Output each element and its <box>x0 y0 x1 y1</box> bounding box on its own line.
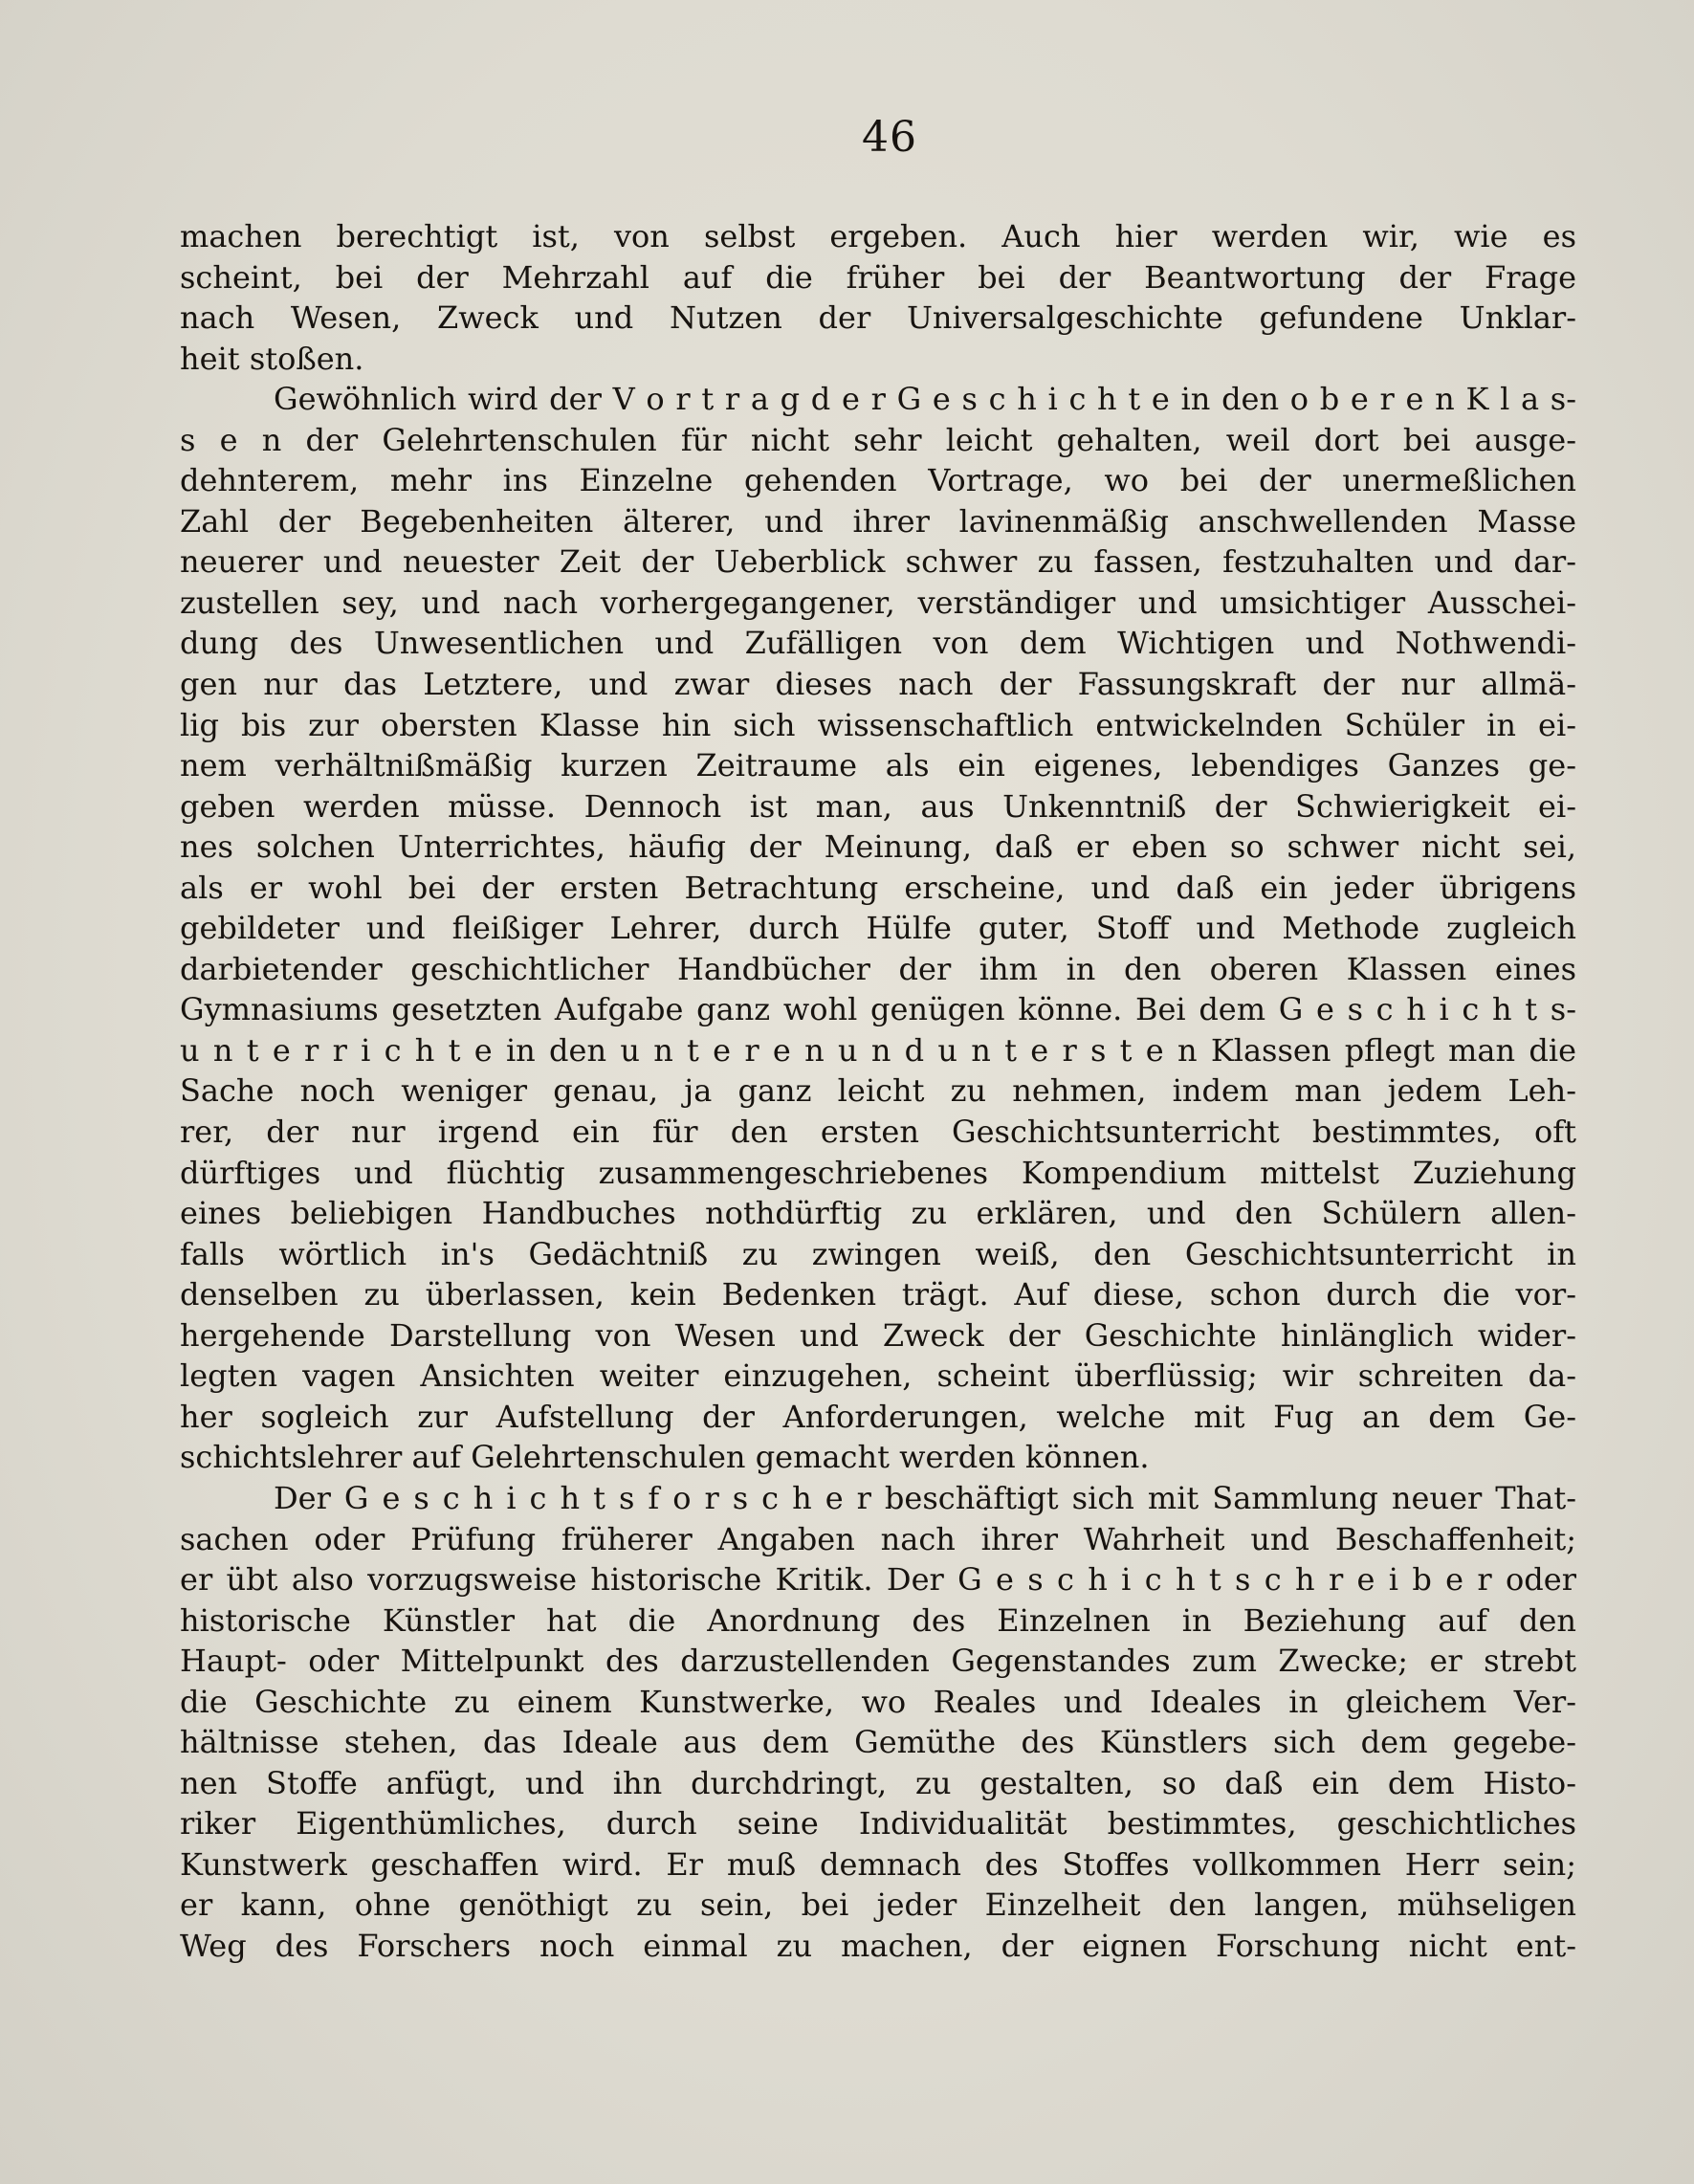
text-line: hergehende Darstellung von Wesen und Zweck der Geschichte hinlänglich wider- <box>180 1316 1576 1354</box>
text-line: zustellen sey, und nach vorhergegangener, verständiger und umsichtiger Ausschei- <box>180 584 1576 621</box>
text-line: Gewöhnlich wird der V o r t r a g d e r G e s c h i c h t e in den o b e r e n K l a s- <box>274 381 1576 418</box>
text-line: Weg des Forschers noch einmal zu machen, der eignen Forschung nicht ent- <box>180 1927 1576 1964</box>
text-line: nen Stoffe anfügt, und ihn durchdringt, zu gestalten, so daß ein dem Histo- <box>180 1764 1576 1801</box>
text-line: er übt also vorzugsweise historische Kritik. Der G e s c h i c h t s c h r e i b e r oder <box>180 1561 1576 1599</box>
text-line: Zahl der Begebenheiten älterer, und ihrer lavinenmäßig anschwellenden Masse <box>180 502 1576 540</box>
text-line: gen nur das Letztere, und zwar dieses nach der Fassungskraft der nur allmä- <box>180 666 1576 703</box>
text-line: hältnisse stehen, das Ideale aus dem Gemüthe des Künstlers sich dem gegebe- <box>180 1724 1576 1761</box>
text-line: Der G e s c h i c h t s f o r s c h e r beschäftigt sich mit Sammlung neuer That- <box>274 1479 1576 1516</box>
text-line: geben werden müsse. Dennoch ist man, aus Unkenntniß der Schwierigkeit ei- <box>180 787 1576 825</box>
body-text <box>180 216 1576 1967</box>
text-line: Haupt- oder Mittelpunkt des darzustellenden Gegenstandes zum Zwecke; er strebt <box>180 1643 1576 1680</box>
text-line: historische Künstler hat die Anordnung des Einzelnen in Beziehung auf den <box>180 1601 1576 1639</box>
text-line: Sache noch weniger genau, ja ganz leicht zu nehmen, indem man jedem Leh- <box>180 1072 1576 1110</box>
text-line: her sogleich zur Aufstellung der Anforderungen, welche mit Fug an dem Ge- <box>180 1398 1576 1435</box>
text-line: lig bis zur obersten Klasse hin sich wissenschaftlich entwickelnden Schüler in ei- <box>180 706 1576 743</box>
text-line: er kann, ohne genöthigt zu sein, bei jeder Einzelheit den langen, mühseligen <box>180 1886 1576 1924</box>
text-line: u n t e r r i c h t e in den u n t e r e n u n d u n t e r s t e n Klassen pflegt man die <box>180 1031 1576 1069</box>
text-line: gebildeter und fleißiger Lehrer, durch Hülfe guter, Stoff und Methode zugleich <box>180 910 1576 947</box>
text-line: schichtslehrer auf Gelehrtenschulen gemacht werden können. <box>180 1439 1150 1476</box>
text-line: als er wohl bei der ersten Betrachtung erscheine, und daß ein jeder übrigens <box>180 869 1576 906</box>
text-line: rer, der nur irgend ein für den ersten Geschichtsunterricht bestimmtes, oft <box>180 1114 1576 1151</box>
text-line: heit stoßen. <box>180 340 364 377</box>
text-line: eines beliebigen Handbuches nothdürftig zu erklären, und den Schülern allen- <box>180 1195 1576 1232</box>
text-line: dürftiges und flüchtig zusammengeschriebenes Kompendium mittelst Zuziehung <box>180 1154 1576 1191</box>
text-line: Kunstwerk geschaffen wird. Er muß demnach des Stoffes vollkommen Herr sein; <box>180 1845 1576 1883</box>
text-line: nes solchen Unterrichtes, häufig der Meinung, daß er eben so schwer nicht sei, <box>180 828 1576 866</box>
text-line: die Geschichte zu einem Kunstwerke, wo Reales und Ideales in gleichem Ver- <box>180 1683 1576 1720</box>
text-line: denselben zu überlassen, kein Bedenken trägt. Auf diese, schon durch die vor- <box>180 1276 1576 1313</box>
text-line: neuerer und neuester Zeit der Ueberblick schwer zu fassen, festzuhalten und dar- <box>180 543 1576 581</box>
page-number: 46 <box>862 113 917 162</box>
text-line: nach Wesen, Zweck und Nutzen der Universalgeschichte gefundene Unklar- <box>180 299 1576 337</box>
text-line: nem verhältnißmäßig kurzen Zeitraume als ein eigenes, lebendiges Ganzes ge- <box>180 747 1576 784</box>
text-line: dung des Unwesentlichen und Zufälligen von dem Wichtigen und Nothwendi- <box>180 625 1576 662</box>
text-line: machen berechtigt ist, von selbst ergeben. Auch hier werden wir, wie es <box>180 218 1576 254</box>
text-line: legten vagen Ansichten weiter einzugehen, scheint überflüssig; wir schreiten da- <box>180 1357 1576 1395</box>
text-line: sachen oder Prüfung früherer Angaben nach ihrer Wahrheit und Beschaffenheit; <box>180 1520 1576 1557</box>
text-line: s e n der Gelehrtenschulen für nicht sehr leicht gehalten, weil dort bei ausge- <box>180 421 1576 458</box>
text-line: darbietender geschichtlicher Handbücher der ihm in den oberen Klassen eines <box>180 950 1576 987</box>
text-line: scheint, bei der Mehrzahl auf die früher bei der Beantwortung der Frage <box>180 258 1576 296</box>
text-line: falls wörtlich in's Gedächtniß zu zwingen weiß, den Geschichtsunterricht in <box>180 1235 1576 1272</box>
text-line: dehnterem, mehr ins Einzelne gehenden Vortrage, wo bei der unermeßlichen <box>180 462 1576 499</box>
text-line: Gymnasiums gesetzten Aufgabe ganz wohl genügen könne. Bei dem G e s c h i c h t s- <box>180 991 1576 1028</box>
text-line: riker Eigenthümliches, durch seine Individualität bestimmtes, geschichtliches <box>180 1805 1576 1842</box>
